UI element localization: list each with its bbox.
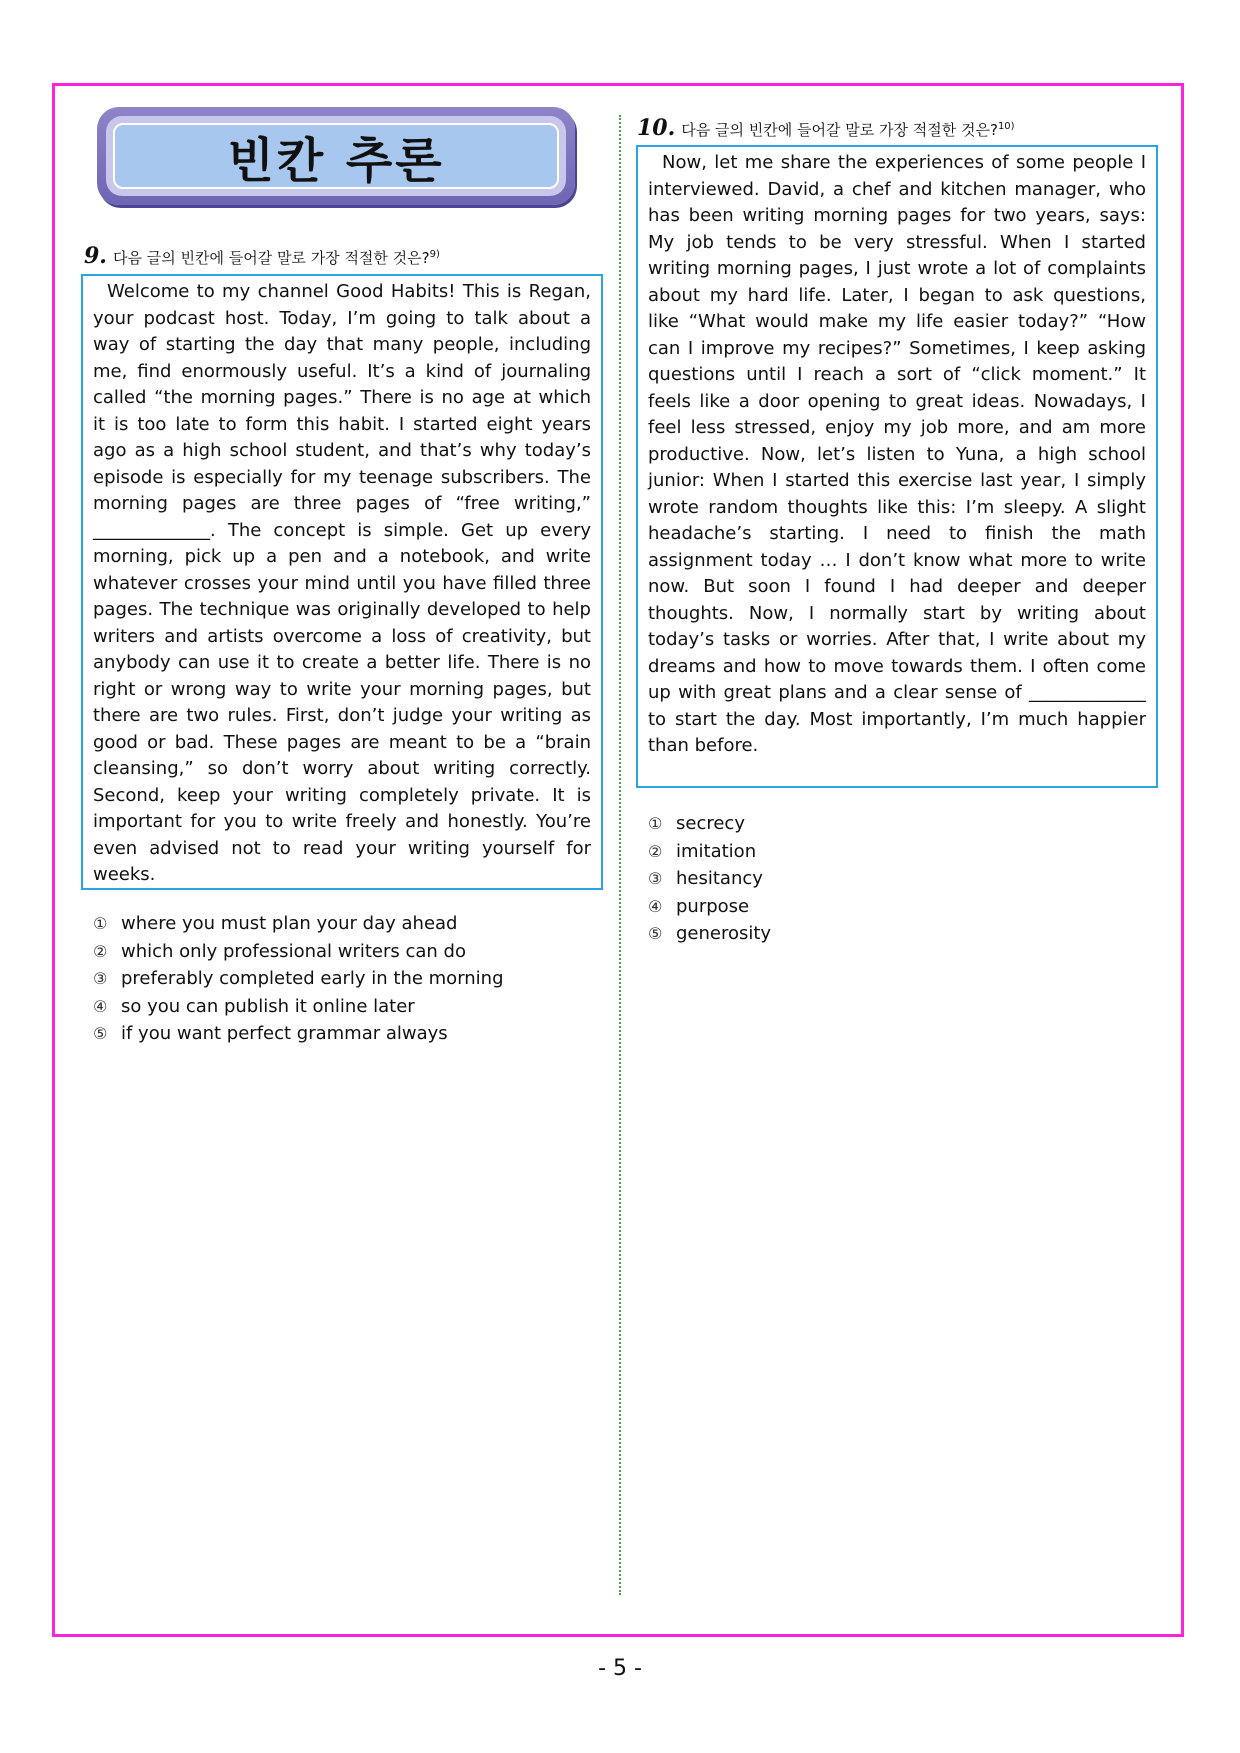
option-mark: ③ <box>93 969 108 988</box>
section-title-banner <box>97 107 575 205</box>
question-9-passage: Welcome to my channel Good Habits! This is Regan, your podcast host. Today, I’m going to talk about a way of starting the day that many people, including me, find enormously useful. It’s a kind of journaling called “the morning pages.” There is no age at which it is too late to form this habit. I started eight years ago as a high school student, and that’s why today’s episode is especially for my teenage subscribers. The morning pages are three pages of “free writing,” _____________. The concept is simple. Get up every morning, pick up a pen and a notebook, and write whatever crosses your mind until you have filled three pages. The technique was originally developed to help writers and artists overcome a loss of creativity, but anybody can use it to create a better life. There is no right or wrong way to write your morning pages, but there are two rules. First, don’t judge your writing as good or bad. These pages are meant to be a “brain cleansing,” so don’t worry about writing correctly. Second, keep your writing completely private. It is important for you to write freely and honestly. You’re even advised not to read your writing yourself for weeks. <box>81 274 603 890</box>
question-9-footnote-ref: 9) <box>429 249 440 260</box>
option-mark: ④ <box>648 896 663 916</box>
question-10-footnote-ref: 10) <box>997 121 1015 132</box>
option-text: imitation <box>676 840 757 862</box>
question-9-option-4[interactable] <box>93 993 504 1021</box>
page-number: - 5 - <box>598 1656 642 1681</box>
question-9-option-5[interactable] <box>93 1020 504 1048</box>
option-mark: ⑤ <box>93 1024 108 1043</box>
option-text: if you want perfect grammar always <box>121 1023 448 1044</box>
question-9-option-2[interactable] <box>93 938 504 966</box>
question-10-number: 10. <box>637 115 676 141</box>
question-9-number: 9. <box>84 243 107 269</box>
question-9-prompt: 다음 글의 빈칸에 들어갈 말로 가장 적절한 것은? <box>112 249 430 267</box>
option-text: preferably completed early in the morning <box>121 968 504 989</box>
option-mark: ② <box>648 841 663 861</box>
option-mark: ② <box>93 941 108 961</box>
question-9-option-1[interactable] <box>93 910 504 938</box>
option-mark: ④ <box>93 996 108 1016</box>
option-mark: ③ <box>648 869 663 888</box>
question-10-header <box>637 117 1015 140</box>
question-10-option-2[interactable] <box>648 838 771 866</box>
option-text: which only professional writers can do <box>121 940 466 962</box>
section-title: 빈칸 추론 <box>113 123 559 189</box>
question-10-options <box>648 810 771 948</box>
option-text: purpose <box>676 895 750 917</box>
option-text: where you must plan your day ahead <box>121 913 458 934</box>
question-10-option-5[interactable] <box>648 920 771 948</box>
column-divider <box>619 115 621 1595</box>
option-text: hesitancy <box>676 868 763 889</box>
question-10-option-4[interactable] <box>648 893 771 921</box>
section-title-frame <box>106 116 566 196</box>
question-10-option-1[interactable] <box>648 810 771 838</box>
question-9-header <box>84 245 440 268</box>
question-10-option-3[interactable] <box>648 865 771 893</box>
question-10-passage: Now, let me share the experiences of some people I interviewed. David, a chef and kitchen manager, who has been writing morning pages for two years, says: My job tends to be very stressful. When I started writing morning pages, I just wrote a lot of complaints about my hard life. Later, I began to ask questions, like “What would make my life easier today?” “How can I improve my recipes?” Sometimes, I keep asking questions until I reach a sort of “click moment.” It feels like a door opening to great ideas. Nowadays, I feel less stressed, enjoy my job more, and am more productive. Now, let’s listen to Yuna, a high school junior: When I started this exercise last year, I simply wrote random thoughts like this: I’m sleepy. A slight headache’s starting. I need to finish the math assignment today … I don’t know what more to write now. But soon I found I had deeper and deeper thoughts. Now, I normally start by writing about today’s tasks or worries. After that, I write about my dreams and how to move towards them. I often come up with great plans and a clear sense of _____________ to start the day. Most importantly, I’m much happier than before. <box>636 145 1158 788</box>
option-text: generosity <box>676 923 772 944</box>
option-mark: ① <box>93 914 108 933</box>
option-mark: ① <box>648 814 663 833</box>
question-9-option-3[interactable] <box>93 965 504 993</box>
question-10-prompt: 다음 글의 빈칸에 들어갈 말로 가장 적절한 것은? <box>681 121 998 139</box>
question-9-options <box>93 910 504 1048</box>
option-text: secrecy <box>676 813 745 834</box>
option-mark: ⑤ <box>648 924 663 943</box>
option-text: so you can publish it online later <box>121 995 415 1017</box>
